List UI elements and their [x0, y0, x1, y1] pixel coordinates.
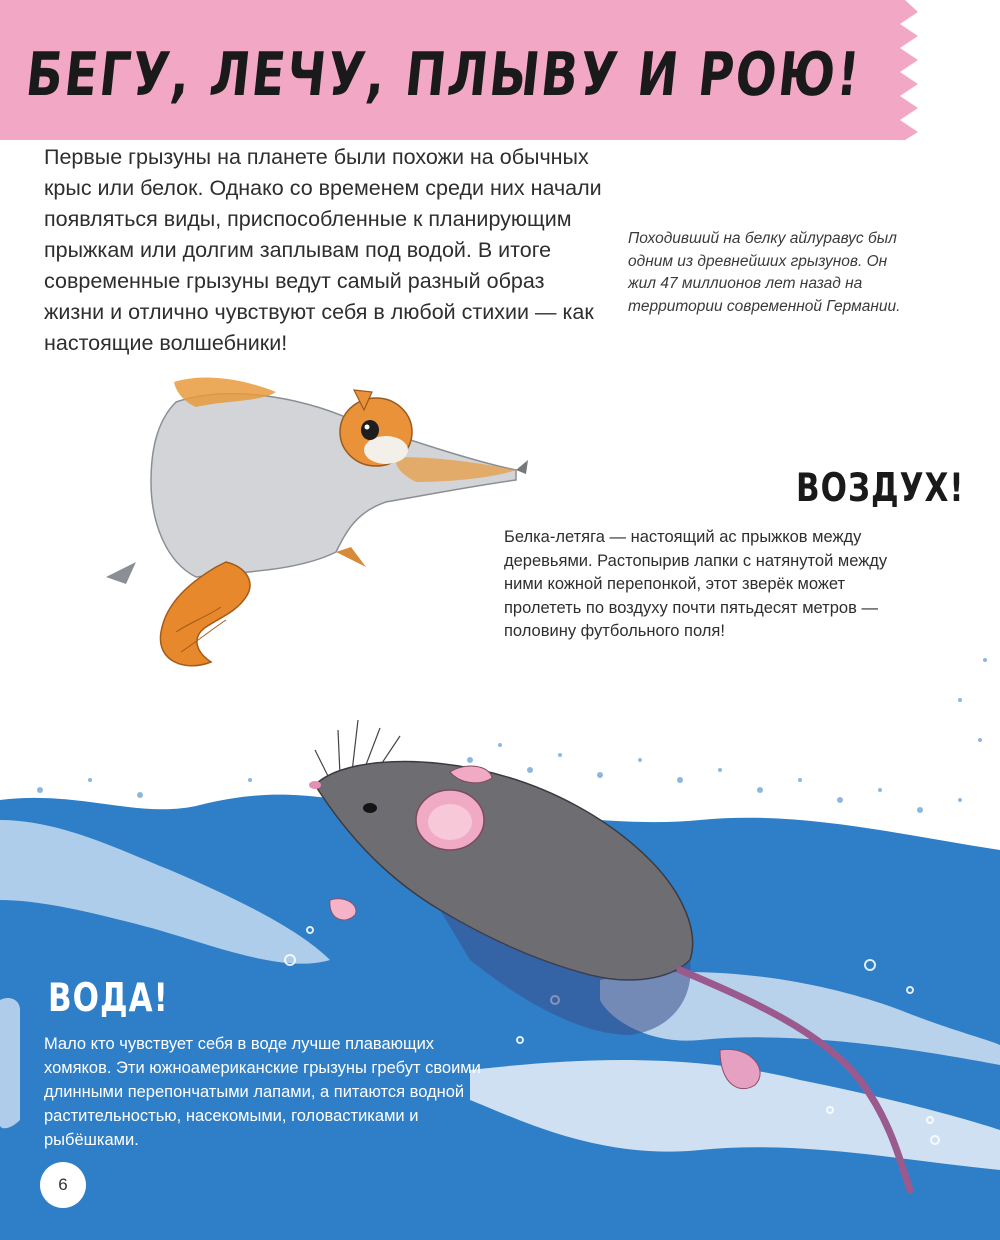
page-number: 6	[40, 1162, 86, 1208]
air-section-text: Белка-летяга — настоящий ас прыжков между деревьями. Растопырив лапки с натянутой между ними кожной перепонкой, этот зверёк может пролететь по воздуху почти пятьдесят метров — половину футбольного поля!	[504, 528, 888, 640]
water-streak	[0, 998, 20, 1128]
air-section-label: ВОЗДУХ!	[796, 466, 965, 511]
intro-paragraph: Первые грызуны на планете были похожи на обычных крыс или белок. Однако со временем среди них начали появляться виды, приспособленные к планирующим прыжкам или долгим заплывам под водой. В итоге современные грызуны ведут самый разный образ жизни и отлично чувствуют себя в любой стихии — как настоящие волшебники!	[44, 145, 602, 355]
page-title: БЕГУ, ЛЕЧУ, ПЛЫВУ И РОЮ!	[22, 40, 865, 110]
fossil-caption: Походивший на белку айлуравус был одним из древнейших грызунов. Он жил 47 миллионов лет назад на территории современной Германии.	[628, 230, 901, 315]
water-section-text: Мало кто чувствует себя в воде лучше плавающих хомяков. Эти южноамериканские грызуны гребут своими длинными перепончатыми лапами, а питаются водной растительностью, насекомыми, головастиками и рыбёшками.	[44, 1035, 481, 1149]
water-section-label: ВОДА!	[48, 976, 169, 1021]
flying-squirrel-illustration	[96, 362, 536, 692]
